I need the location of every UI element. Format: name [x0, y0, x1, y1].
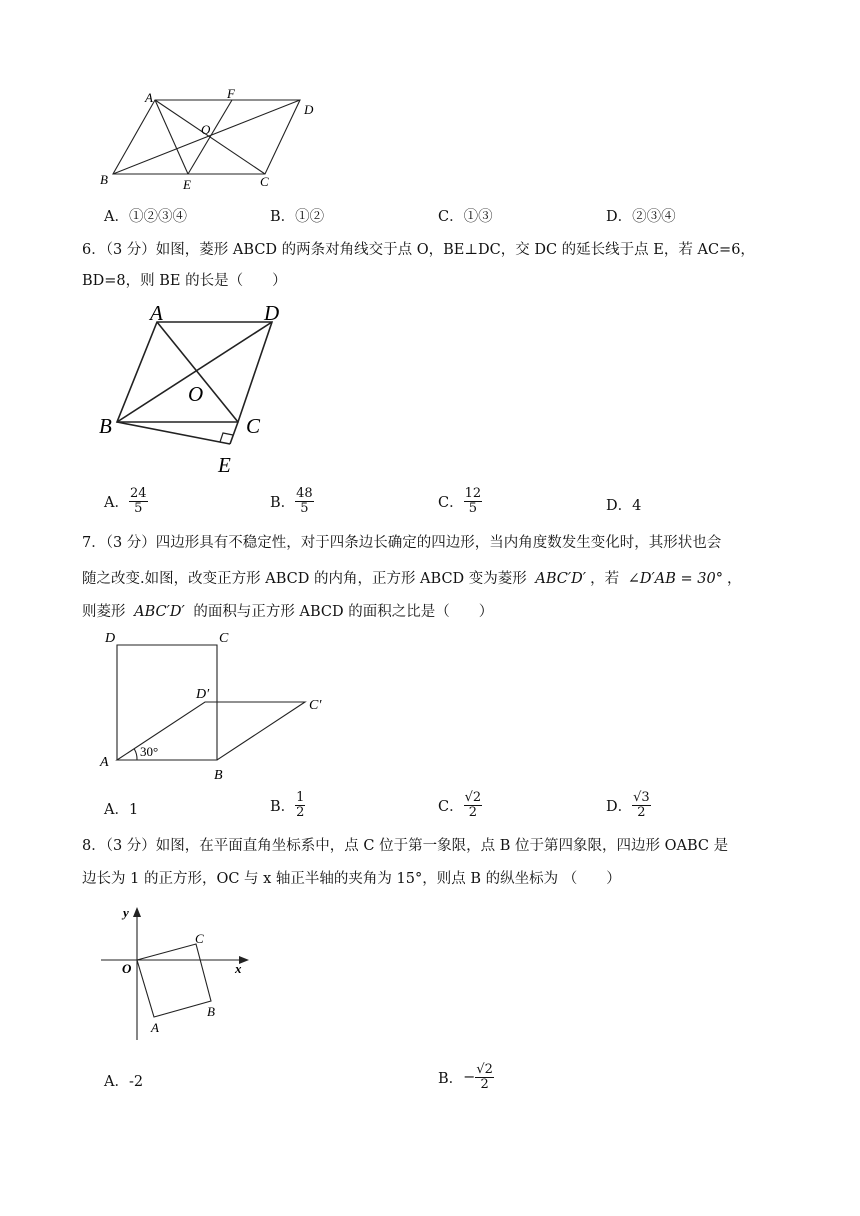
q6-label-a: A	[150, 302, 163, 325]
q7-math-angle: ∠D′AB = 30°	[627, 571, 723, 587]
q7-text: 随之改变.如图，改变正方形 ABCD 的内角，正方形 ABCD 变为菱形	[82, 571, 527, 587]
q8-option-a[interactable]	[104, 1070, 143, 1091]
q5-option-c[interactable]	[438, 205, 493, 226]
q7-stem-line3	[82, 602, 493, 622]
q7-text: ，	[726, 571, 742, 587]
q8-stem-line2: 边长为 1 的正方形，OC 与 x 轴正半轴的夹角为 15°，则点 B 的纵坐标为 （ ）	[82, 871, 621, 887]
fraction-numerator: √2	[464, 790, 482, 805]
q7-stem-line2	[82, 569, 741, 589]
q7-angle-label: 30°	[140, 744, 159, 759]
fraction-denominator: 2	[468, 805, 478, 820]
fraction-numerator: 1	[296, 790, 305, 805]
option-letter: D．	[606, 498, 633, 514]
q7-label-dprime: D′	[196, 687, 210, 702]
q7-label-c: C	[219, 631, 229, 646]
q6-label-c: C	[246, 414, 261, 438]
fraction-denominator: 2	[296, 805, 305, 820]
q7-option-c[interactable]	[438, 791, 482, 820]
option-letter: D．	[606, 799, 633, 815]
q5-option-d[interactable]	[606, 205, 676, 226]
q6-label-e: E	[218, 453, 231, 477]
q8-label-b: B	[207, 1004, 215, 1019]
option-text: 4	[632, 498, 642, 514]
q8-label-x: x	[235, 961, 242, 976]
q8-label-c: C	[195, 931, 204, 946]
q7-label-a: A	[100, 755, 109, 770]
q7-stem-line1: 7．（3 分）四边形具有不稳定性，对于四条边长确定的四边形，当内角度数发生变化时，其形状也会	[82, 535, 722, 551]
q5-label-c: C	[260, 174, 269, 189]
option-letter: C．	[438, 495, 464, 511]
option-letter: A．	[104, 802, 129, 818]
option-text: ②③④	[632, 209, 676, 225]
fraction-numerator: 48	[296, 486, 313, 501]
option-letter: B．	[270, 799, 296, 815]
q5-label-b: B	[100, 172, 108, 187]
q7-text: ，若	[590, 571, 620, 587]
q6-stem-line2: BD=8，则 BE 的长是（ ）	[82, 273, 287, 289]
option-text: -2	[128, 1074, 144, 1090]
fraction-denominator: 5	[300, 501, 309, 516]
q7-option-a[interactable]	[104, 798, 138, 819]
q5-label-e: E	[183, 177, 191, 192]
option-fraction	[295, 487, 314, 516]
q7-label-cprime: C′	[309, 698, 322, 713]
option-text: ①③	[463, 209, 493, 225]
q7-text: 的面积与正方形 ABCD 的面积之比是（ ）	[193, 604, 494, 620]
fraction-numerator: 12	[464, 486, 482, 501]
option-fraction	[632, 791, 651, 820]
option-letter: A．	[104, 495, 129, 511]
fraction-denominator: 2	[637, 805, 646, 820]
option-letter: B．	[270, 495, 296, 511]
q5-label-f: F	[227, 88, 235, 101]
option-letter: A．	[104, 209, 129, 225]
fraction-denominator: 5	[134, 501, 143, 516]
option-fraction	[464, 487, 483, 516]
option-fraction	[295, 791, 305, 820]
q7-option-b[interactable]	[270, 791, 305, 820]
q8-label-o: O	[122, 961, 132, 976]
option-fraction	[464, 791, 483, 820]
option-text: ①②③④	[128, 209, 187, 225]
q8-figure	[95, 905, 255, 1045]
q6-option-b[interactable]	[270, 487, 314, 516]
q5-figure	[95, 88, 325, 194]
option-letter: B．	[438, 1071, 464, 1087]
q5-label-a: A	[145, 90, 153, 105]
option-letter: B．	[270, 209, 296, 225]
option-text: ①②	[295, 209, 325, 225]
option-fraction	[129, 487, 148, 516]
q6-option-a[interactable]	[104, 487, 148, 516]
option-text: 1	[128, 802, 139, 818]
q7-option-d[interactable]	[606, 791, 651, 820]
option-letter: C．	[438, 209, 464, 225]
fraction-denominator: 5	[468, 501, 478, 516]
option-minus-sign: −	[463, 1069, 476, 1086]
q7-figure	[95, 625, 335, 785]
fraction-numerator: √3	[633, 790, 650, 805]
q8-label-y: y	[123, 905, 129, 920]
q6-label-o: O	[188, 382, 204, 406]
q5-label-o: O	[201, 122, 211, 137]
q5-label-d: D	[304, 102, 314, 117]
q6-stem-line1: 6．（3 分）如图，菱形 ABCD 的两条对角线交于点 O，BE⊥DC，交 DC 的延长线于点 E，若 AC=6，	[82, 242, 755, 258]
q6-option-d[interactable]	[606, 494, 641, 515]
q5-option-a[interactable]	[104, 205, 187, 226]
q6-label-b: B	[99, 414, 112, 438]
option-letter: D．	[606, 209, 633, 225]
q7-math-rhombus: ABC′D′	[535, 571, 587, 587]
q6-option-c[interactable]	[438, 487, 482, 516]
q8-label-a: A	[151, 1020, 159, 1035]
q6-figure	[95, 302, 295, 478]
y-axis-arrow-icon	[133, 907, 141, 917]
q8-stem-line1: 8．（3 分）如图，在平面直角坐标系中，点 C 位于第一象限，点 B 位于第四象限，四边形 OABC 是	[82, 838, 729, 854]
q5-option-b[interactable]	[270, 205, 324, 226]
q7-label-d: D	[105, 631, 116, 646]
option-letter: C．	[438, 799, 464, 815]
q7-text: 则菱形	[82, 604, 126, 620]
q7-label-b: B	[214, 768, 223, 783]
q8-option-b[interactable]	[438, 1063, 494, 1092]
fraction-numerator: √2	[476, 1062, 493, 1077]
option-fraction	[475, 1063, 494, 1092]
q7-math-rhombus: ABC′D′	[134, 604, 185, 620]
option-letter: A．	[104, 1074, 129, 1090]
q6-label-d: D	[264, 302, 280, 325]
fraction-numerator: 24	[129, 486, 147, 501]
fraction-denominator: 2	[480, 1077, 489, 1092]
